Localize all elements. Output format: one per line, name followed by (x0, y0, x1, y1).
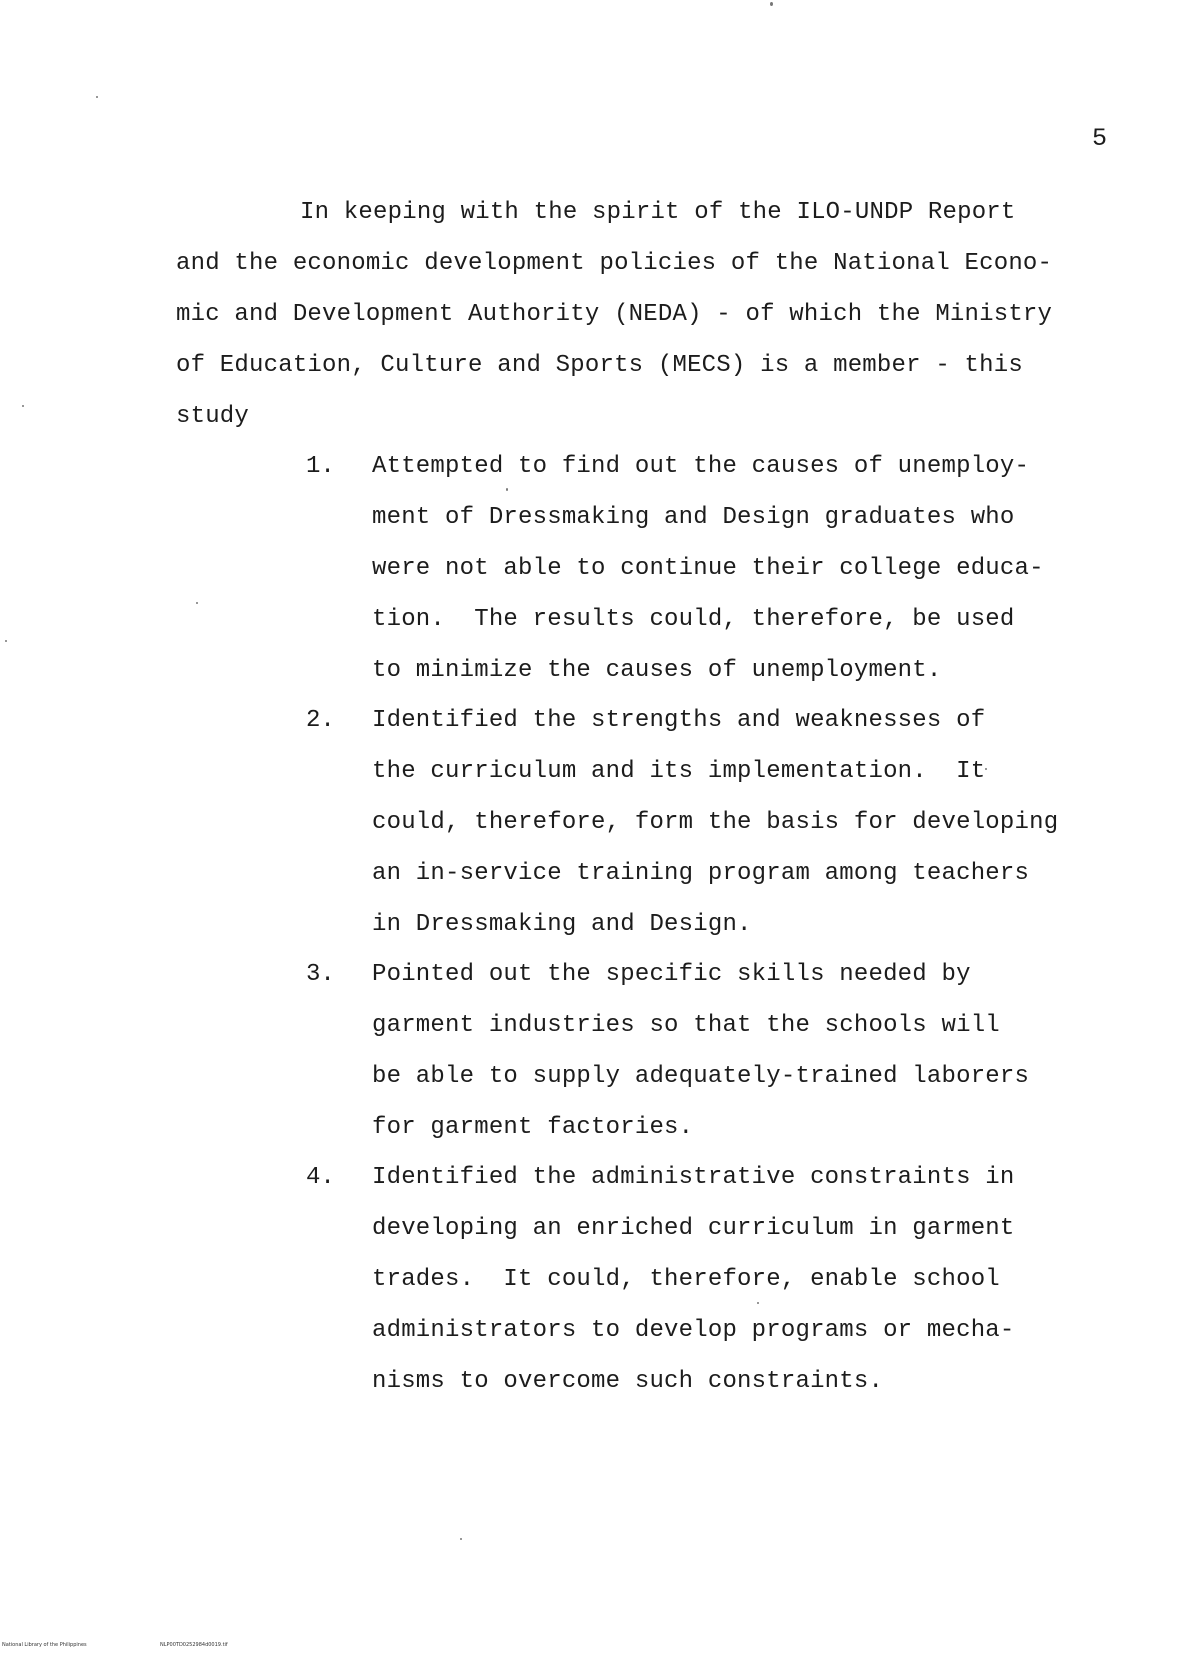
list-item-line: the curriculum and its implementation. It (372, 758, 986, 785)
scan-speck (460, 1538, 462, 1540)
list-item-line: administrators to develop programs or mecha- (372, 1317, 1015, 1344)
list-item-line: ment of Dressmaking and Design graduates who (372, 504, 1015, 531)
scan-speck (757, 1302, 759, 1304)
list-item-line: garment industries so that the schools will (372, 1012, 1000, 1039)
list-item-number: 1. (306, 453, 335, 480)
list-item-line: developing an enriched curriculum in garment (372, 1215, 1015, 1242)
list-item-number: 3. (306, 961, 335, 988)
list-item-line: for garment factories. (372, 1114, 694, 1141)
list-item-line: nisms to overcome such constraints. (372, 1368, 884, 1395)
list-item-line: were not able to continue their college educa- (372, 555, 1044, 582)
scan-speck (22, 405, 24, 407)
list-item-number: 2. (306, 707, 335, 734)
list-item-line: Identified the administrative constraints in (372, 1164, 1015, 1191)
intro-line: of Education, Culture and Sports (MECS) is a member - this (176, 352, 1023, 379)
intro-line: and the economic development policies of the National Econo- (176, 250, 1053, 277)
list-item-line: be able to supply adequately-trained laborers (372, 1063, 1030, 1090)
list-item-line: an in-service training program among teachers (372, 860, 1030, 887)
list-item-line: to minimize the causes of unemployment. (372, 657, 942, 684)
intro-line: In keeping with the spirit of the ILO-UNDP Report (300, 199, 1016, 226)
scan-speck (5, 640, 7, 642)
list-item-line: could, therefore, form the basis for developing (372, 809, 1059, 836)
scan-speck (96, 96, 98, 98)
list-item-line: tion. The results could, therefore, be used (372, 606, 1015, 633)
list-item-line: Pointed out the specific skills needed by (372, 961, 971, 988)
scan-speck (985, 768, 987, 770)
page-number: 5 (1092, 124, 1108, 153)
footer-file-id: NLP00TD0252984d0019.tif (160, 1642, 228, 1648)
intro-line: study (176, 403, 250, 430)
scan-speck (506, 488, 508, 491)
footer-library: National Library of the Philippines (2, 1642, 87, 1648)
list-item-line: trades. It could, therefore, enable school (372, 1266, 1000, 1293)
scan-speck (770, 2, 773, 6)
list-item-line: in Dressmaking and Design. (372, 911, 752, 938)
list-item-line: Identified the strengths and weaknesses of (372, 707, 986, 734)
list-item-number: 4. (306, 1164, 335, 1191)
intro-line: mic and Development Authority (NEDA) - of which the Ministry (176, 301, 1053, 328)
list-item-line: Attempted to find out the causes of unemploy- (372, 453, 1030, 480)
scan-speck (196, 602, 198, 604)
